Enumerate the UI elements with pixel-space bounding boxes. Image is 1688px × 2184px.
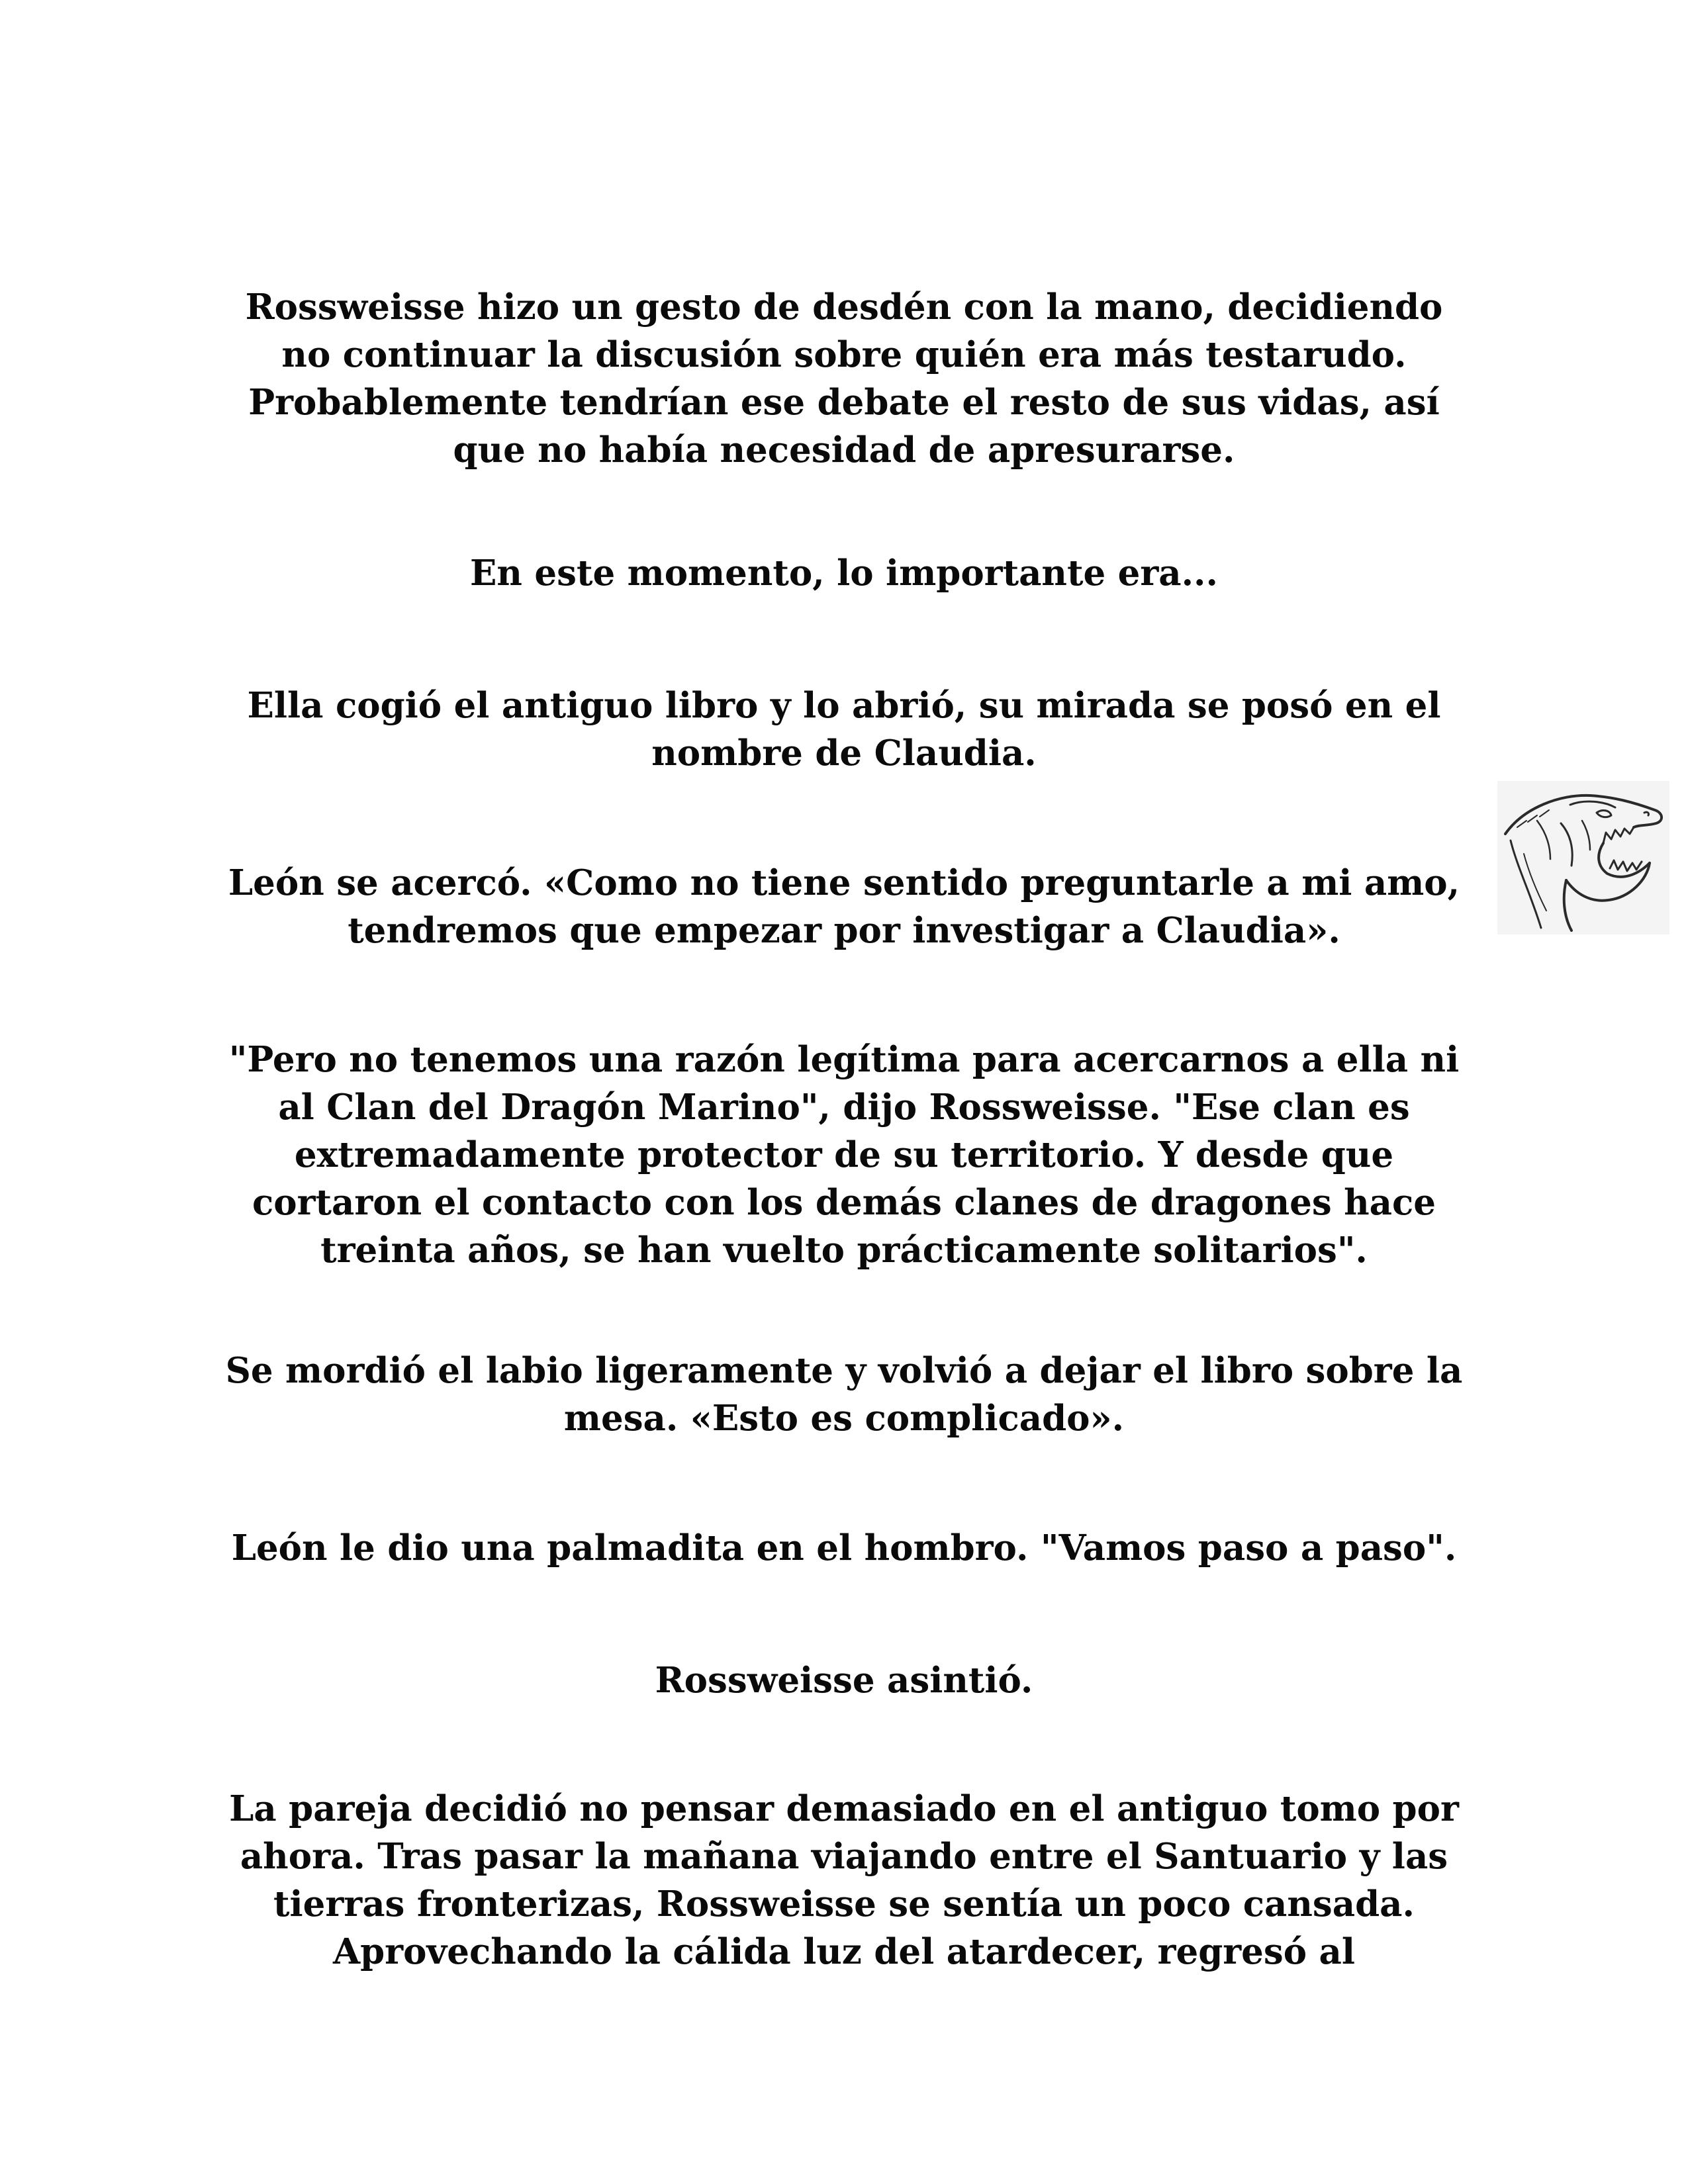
paragraph-4	[199, 859, 1489, 954]
paragraph-line: Se mordió el labio ligeramente y volvió a dejar el libro sobre la	[225, 1350, 1463, 1391]
paragraph-line: ahora. Tras pasar la mañana viajando entre el Santuario y las	[240, 1836, 1448, 1877]
paragraph-line: tendremos que empezar por investigar a Claudia».	[348, 910, 1340, 951]
paragraph-line: no continuar la discusión sobre quién era más testarudo.	[281, 334, 1407, 375]
paragraph-line: "Pero no tenemos una razón legítima para acercarnos a ella ni	[228, 1039, 1460, 1080]
paragraph-6	[199, 1347, 1489, 1442]
paragraph-line: mesa. «Esto es complicado».	[563, 1398, 1125, 1439]
paragraph-line: Rossweisse asintió.	[655, 1660, 1033, 1701]
paragraph-2	[199, 549, 1489, 597]
paragraph-line: Probablemente tendrían ese debate el resto de sus vidas, así	[248, 382, 1440, 423]
paragraph-3	[199, 682, 1489, 777]
paragraph-1	[199, 283, 1489, 474]
paragraph-line: Aprovechando la cálida luz del atardecer, regresó al	[332, 1931, 1356, 1972]
paragraph-line: treinta años, se han vuelto prácticamente solitarios".	[320, 1230, 1368, 1271]
paragraph-line: al Clan del Dragón Marino", dijo Rossweisse. "Ese clan es	[278, 1087, 1410, 1128]
paragraph-line: Rossweisse hizo un gesto de desdén con la mano, decidiendo	[245, 287, 1443, 328]
paragraph-line: nombre de Claudia.	[651, 733, 1037, 774]
dinosaur-head-sketch-icon	[1497, 781, 1669, 934]
paragraph-line: En este momento, lo importante era...	[470, 553, 1218, 594]
paragraph-line: Ella cogió el antiguo libro y lo abrió, su mirada se posó en el	[247, 685, 1441, 726]
paragraph-line: cortaron el contacto con los demás clanes de dragones hace	[252, 1182, 1436, 1223]
paragraph-8	[199, 1657, 1489, 1704]
paragraph-9	[199, 1785, 1489, 1976]
paragraph-5	[199, 1036, 1489, 1274]
paragraph-7	[199, 1524, 1489, 1572]
paragraph-line: tierras fronterizas, Rossweisse se sentía un poco cansada.	[273, 1884, 1415, 1925]
paragraph-line: extremadamente protector de su territorio. Y desde que	[294, 1134, 1394, 1175]
paragraph-line: que no había necesidad de apresurarse.	[453, 430, 1235, 471]
paragraph-line: León se acercó. «Como no tiene sentido preguntarle a mi amo,	[228, 862, 1460, 903]
paragraph-line: La pareja decidió no pensar demasiado en el antiguo tomo por	[229, 1788, 1459, 1829]
paragraph-line: León le dio una palmadita en el hombro. "Vamos paso a paso".	[231, 1527, 1457, 1569]
